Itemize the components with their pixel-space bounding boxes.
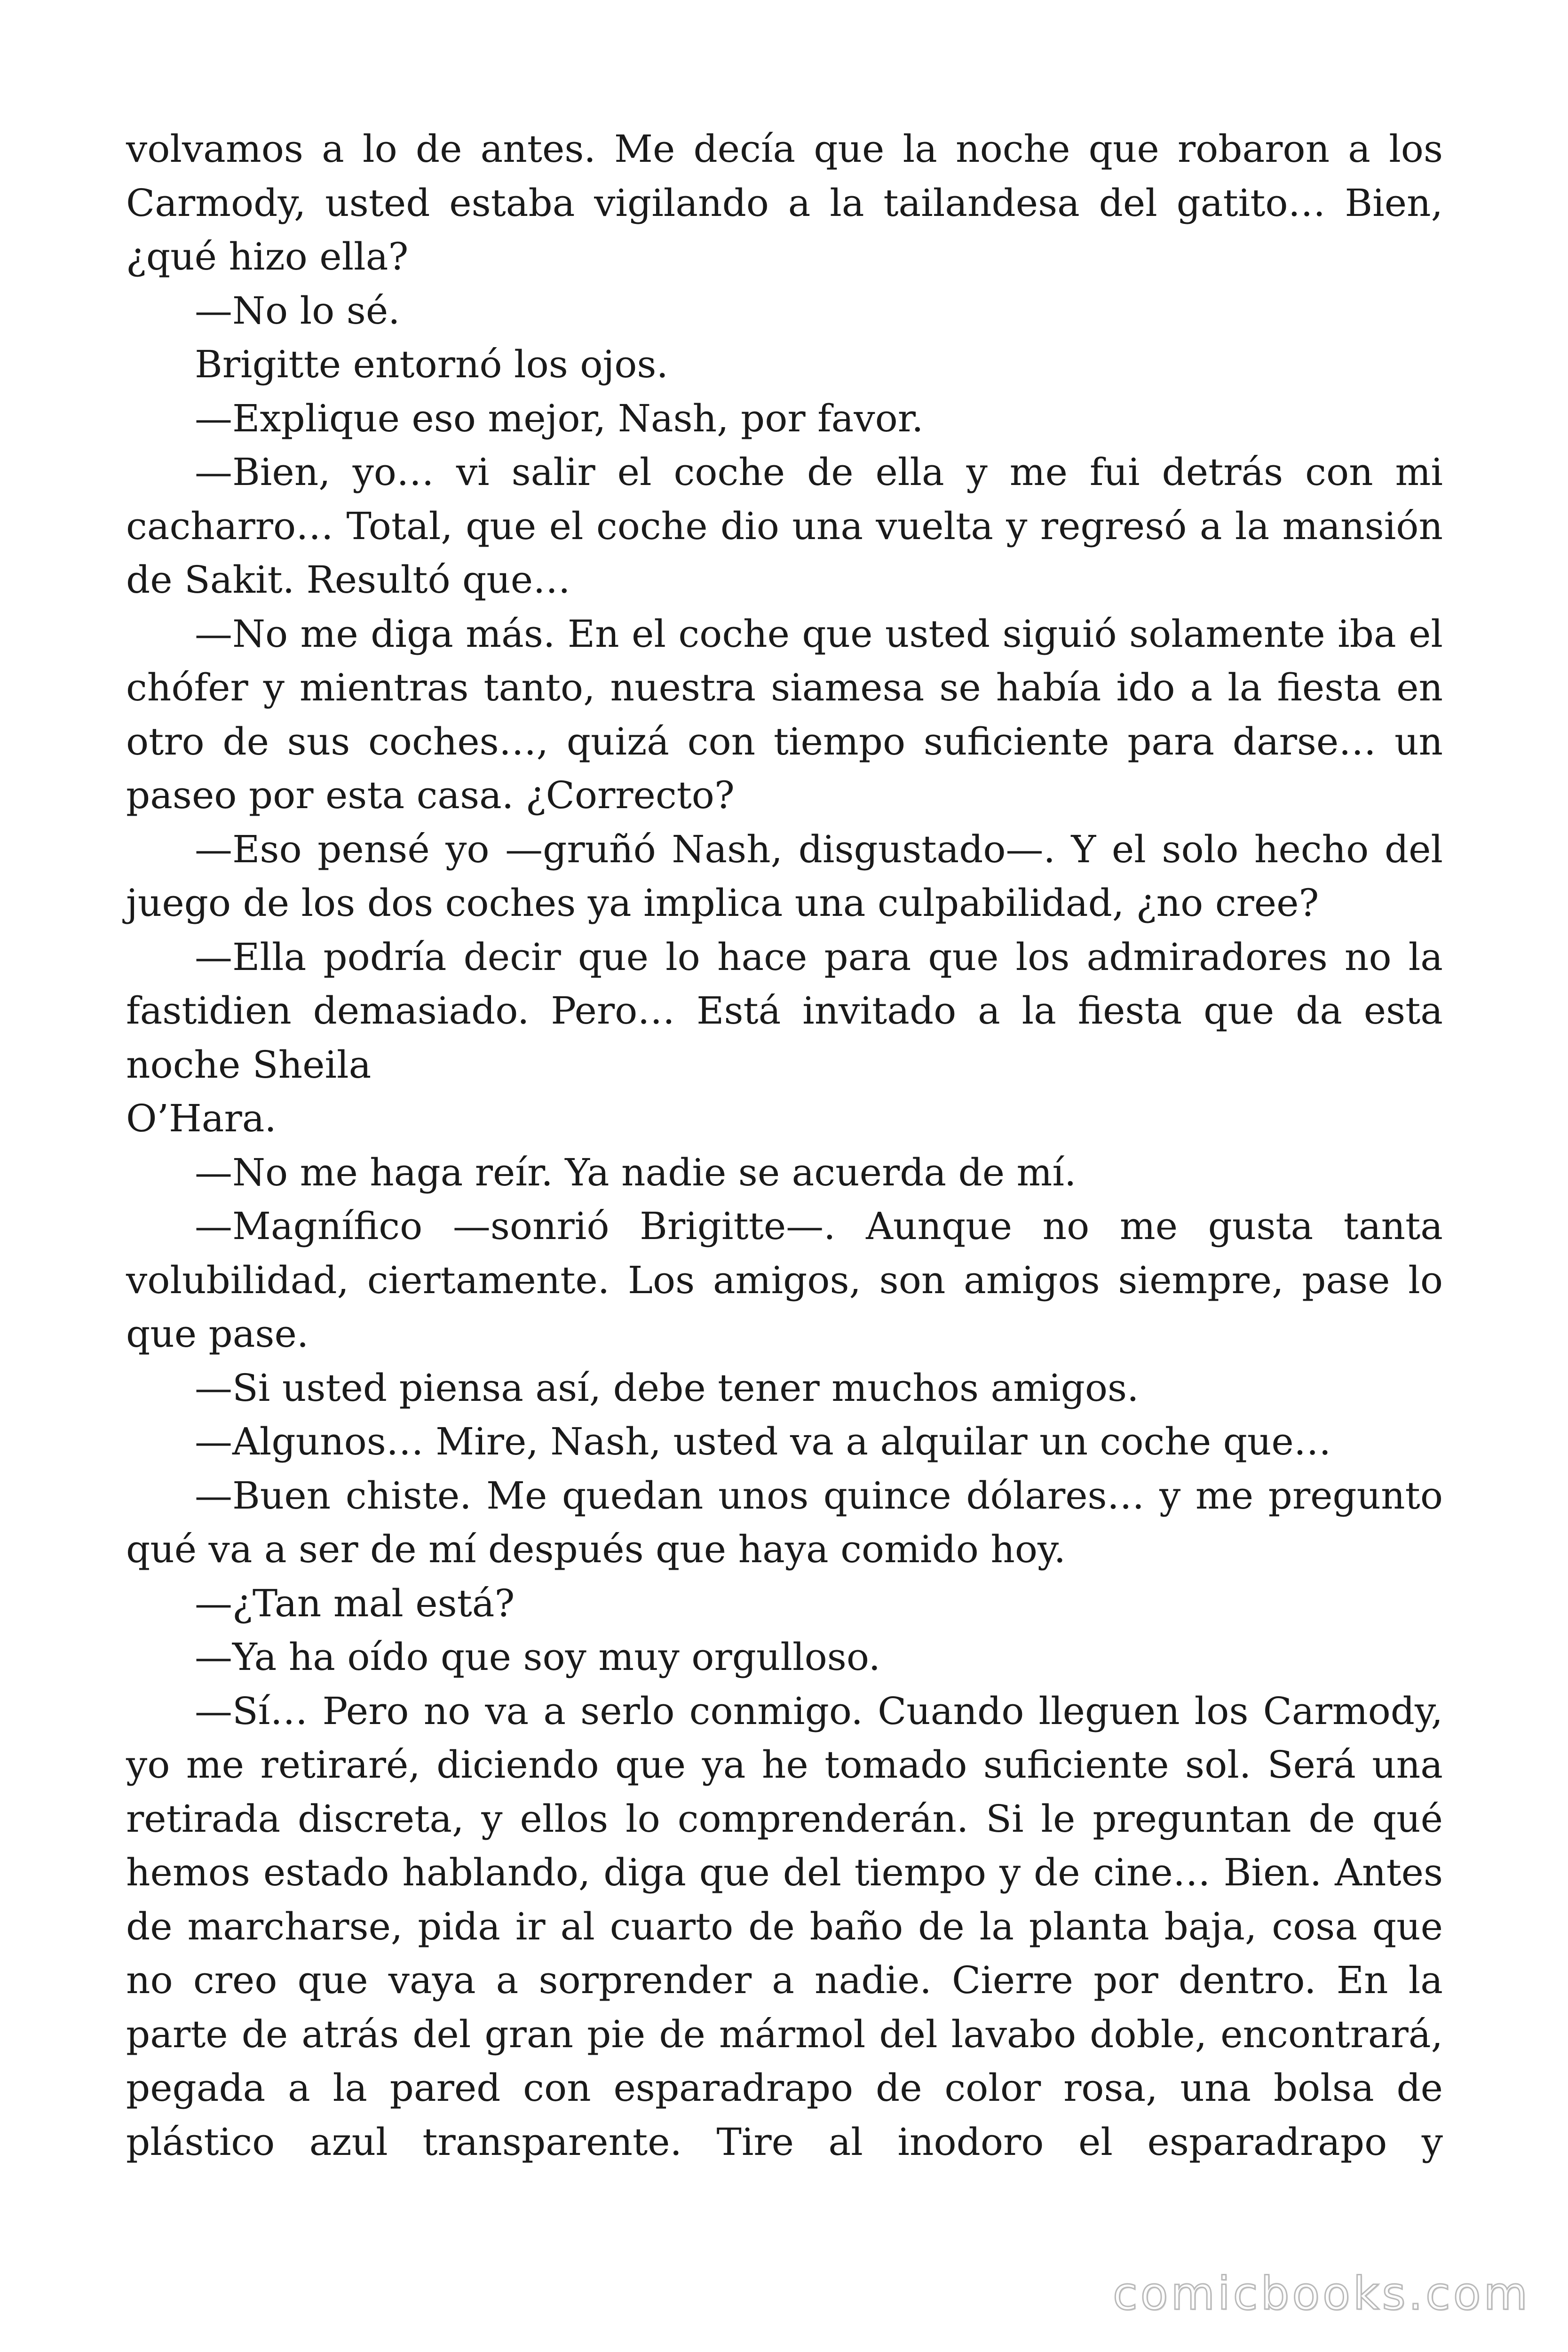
paragraph: —Bien, yo… vi salir el coche de ella y me fui detrás con mi cacharro… Total, que el coche dio una vuelta y regresó a la mansión de Sakit. Resultó que… bbox=[126, 450, 1443, 602]
paragraph: —Eso pensé yo —gruñó Nash, disgustado—. Y el solo hecho del juego de los dos coches ya implica una culpabilidad, ¿no cree? bbox=[126, 827, 1443, 925]
paragraph: —Si usted piensa así, debe tener muchos amigos. bbox=[195, 1366, 1139, 1410]
paragraph: Brigitte entornó los ojos. bbox=[195, 342, 668, 386]
paragraph-fragment: O’Hara. bbox=[126, 1097, 277, 1140]
paragraph: —Sí… Pero no va a serlo conmigo. Cuando lleguen los Carmody, yo me retiraré, diciendo que ya he tomado suficiente sol. Será una retirada discreta, y ellos lo comprenderán. Si le preguntan de qué hemos estado hablando, diga que del tiempo y de cine… Bien. Antes de marcharse, pida ir al cuarto de baño de la planta baja, cosa que no creo que vaya a sorprender a nadie. Cierre por dentro. En la parte de atrás del gran pie de mármol del lavabo doble, encontrará, pegada a la pared con esparadrapo de color rosa, una bolsa de plástico azul transparente. Tire al inodoro el esparadrapo y bbox=[126, 1689, 1443, 2164]
paragraph: —Explique eso mejor, Nash, por favor. bbox=[195, 396, 924, 440]
paragraph: —Ella podría decir que lo hace para que los admiradores no la fastidien demasiado. Pero… Está invitado a la fiesta que da esta noche Sheila bbox=[126, 935, 1443, 1087]
paragraph: —No lo sé. bbox=[195, 288, 400, 333]
paragraph: —No me haga reír. Ya nadie se acuerda de mí. bbox=[195, 1150, 1077, 1194]
paragraph: —Ya ha oído que soy muy orgulloso. bbox=[195, 1635, 881, 1679]
paragraph: —Buen chiste. Me quedan unos quince dólares… y me pregunto qué va a ser de mí después que haya comido hoy. bbox=[126, 1473, 1443, 1571]
watermark-logo: comicbooks.com bbox=[1112, 2267, 1530, 2320]
paragraph: —Magnífico —sonrió Brigitte—. Aunque no me gusta tanta volubilidad, ciertamente. Los amigos, son amigos siempre, pase lo que pase. bbox=[126, 1204, 1443, 1356]
paragraph: —Algunos… Mire, Nash, usted va a alquilar un coche que… bbox=[195, 1420, 1331, 1463]
paragraph: —No me diga más. En el coche que usted siguió solamente iba el chófer y mientras tanto, nuestra siamesa se había ido a la fiesta en otro de sus coches…, quizá con tiempo suficiente para darse… un paseo por esta casa. ¿Correcto? bbox=[126, 612, 1443, 817]
paragraph-continued: volvamos a lo de antes. Me decía que la noche que robaron a los Carmody, usted estaba vigilando a la tailandesa del gatito… Bien, ¿qué hizo ella? bbox=[126, 127, 1443, 278]
paragraph: —¿Tan mal está? bbox=[195, 1581, 515, 1625]
book-page-text bbox=[126, 122, 1443, 2169]
